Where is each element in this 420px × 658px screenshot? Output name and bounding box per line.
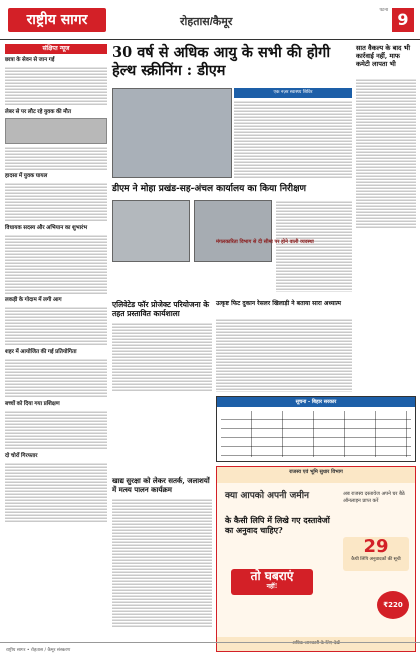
brief-headline[interactable]: लेबर से पर लौट रहे युवक की मौत: [5, 109, 71, 115]
article-body: [5, 306, 107, 346]
side-headline[interactable]: उत्कृष्ट फिट दुकान रेसलर खिलाड़ी ने बताया सारा अध्यात्म: [216, 300, 342, 307]
left-column: [5, 44, 107, 524]
ad-cta-badge: [231, 569, 313, 595]
brief-headline[interactable]: छात्रा के सेवन से जान गई: [5, 57, 55, 63]
article-photo: [5, 118, 107, 144]
inspection-photo: [194, 200, 272, 262]
ad-big-number-label: कैथी लिपि अनुवादकों की सूची: [351, 557, 401, 562]
ad-price-badge: ₹220: [377, 591, 409, 619]
article-body: [5, 358, 107, 398]
brief-headline[interactable]: शहर में आयोजित की गई प्रतियोगिता: [5, 349, 77, 355]
article-body: [5, 146, 107, 170]
masthead: [0, 0, 420, 40]
ad-number-block: [343, 537, 409, 571]
brief-headline[interactable]: हादसा में युवक घायल: [5, 173, 48, 179]
mid-article-body: [276, 200, 352, 292]
edition-title: रोहतास/कैमूर: [180, 16, 233, 28]
article-body: [5, 66, 107, 106]
page-number: 9: [392, 8, 414, 32]
advertisement[interactable]: [216, 466, 416, 652]
mid-headline[interactable]: डीएम ने मोहा प्रखंड-सह-अंचल कार्यालय का किया निरीक्षण: [112, 184, 307, 194]
ad-big-number: 29: [363, 536, 389, 557]
article-body: [5, 410, 107, 450]
newspaper-logo: राष्ट्रीय सागर: [8, 8, 106, 32]
brief-headline[interactable]: दो चोरों गिरफ्तार: [5, 453, 38, 459]
brief-news-header: संक्षिप्त न्यूज: [5, 44, 107, 54]
brief-headline[interactable]: लकड़ी के गोदाम में लगी आग: [5, 297, 62, 303]
edition-meta: पटना: [379, 8, 388, 13]
lead-article-body: [234, 100, 352, 178]
lead-caption-strip: एक नज़र स्वास्थ्य शिविर: [234, 88, 352, 98]
ad-cta-text: तो घबराएं: [250, 569, 294, 583]
right-article-body: [356, 78, 416, 228]
article-body: [5, 234, 107, 294]
inspection-photo: [112, 200, 190, 262]
article-body: [5, 462, 107, 522]
ad-cta-small: नहीं!: [266, 583, 278, 590]
page-footer: राष्ट्रीय सागर • रोहतास / कैमूर संस्करण: [0, 642, 420, 658]
ad-question: क्या आपको अपनी जमीन: [225, 491, 310, 501]
notice-headline[interactable]: मंगलकारिता विभाग से दी सीमा पर होने वाली व्यवस्था: [216, 239, 314, 245]
notice-table-grid: [221, 411, 411, 457]
brief-headline[interactable]: बच्चों को दिया गया प्रशिक्षण: [5, 401, 60, 407]
ad-footer: अधिक जानकारी के लिए देखें: [217, 637, 415, 651]
bottom-article-body: [112, 498, 212, 628]
government-notice-table: [216, 396, 416, 462]
ad-question-cont: के कैसी लिपि में लिखे गए दस्तावेजों का अनुवाद चाहिए?: [225, 515, 330, 535]
lead-photo: [112, 88, 232, 178]
side-article-body: [216, 318, 352, 392]
ad-department: राजस्व एवं भूमि सुधार विभाग: [217, 467, 415, 483]
right-headline[interactable]: सात वैकल्प के बाद भी कार्रवाई नहीं, माफ कमेटी लापता भी: [356, 44, 411, 68]
bottom-headline[interactable]: खाद्य सुरक्षा को लेकर सतर्क, जलाशयों में मत्स्य पालन कार्यक्रम: [112, 476, 210, 494]
ad-info: अब राजस्व दस्तावेज अपने घर बैठे ऑनलाइन प्राप्त करें: [343, 491, 405, 504]
article-body: [5, 182, 107, 222]
brief-headline[interactable]: विधायक सदस्य और अभियान का शुभारंभ: [5, 225, 88, 231]
project-headline[interactable]: एलिवेटेड फॉर प्रोजेक्ट परियोजना के तहत प्रस्तावित कार्यशाला: [112, 300, 210, 318]
notice-table-header: सूचना - बिहार सरकार: [217, 397, 415, 407]
lead-headline[interactable]: 30 वर्ष से अधिक आयु के सभी की होगी हेल्थ स्क्रीनिंग : डीएम: [112, 44, 331, 79]
project-article-body: [112, 322, 212, 392]
